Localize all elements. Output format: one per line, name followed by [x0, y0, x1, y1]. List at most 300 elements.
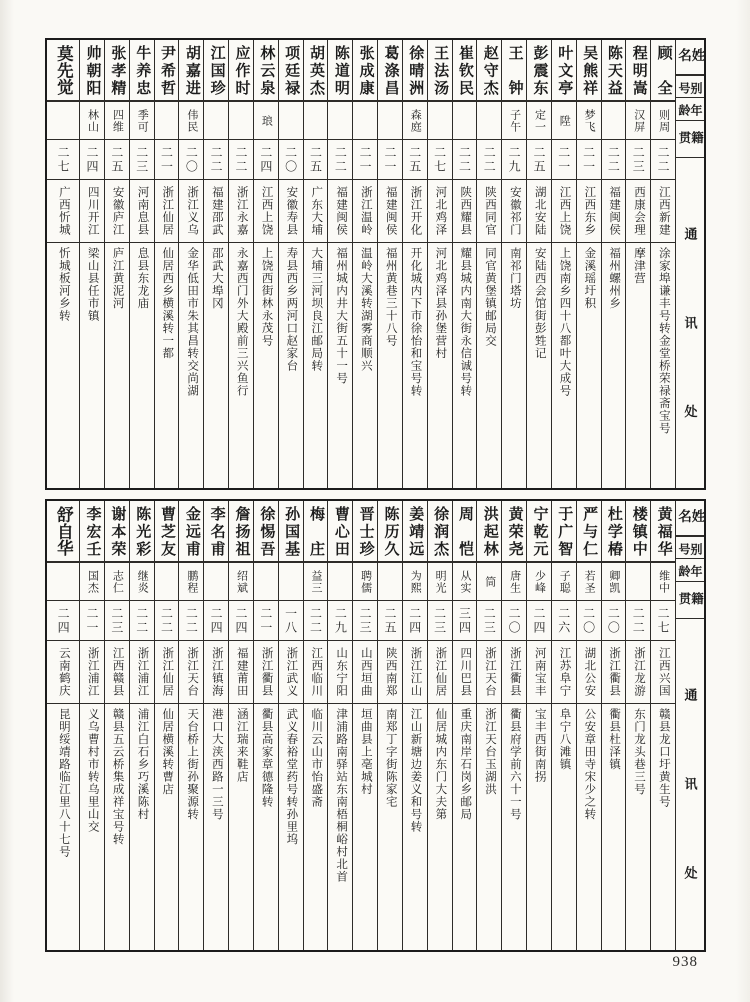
entry-contact: 重庆南岸石岗乡邮局: [459, 708, 472, 821]
entry-age-cell: [130, 140, 154, 180]
entry-native: 河南宝丰: [533, 647, 546, 697]
entry-native-cell: [105, 180, 129, 243]
entry-contact-cell: [602, 704, 626, 950]
entry-name: 陈光彩: [134, 506, 151, 556]
entry-native-cell: [130, 180, 154, 243]
entry-contact-cell: [304, 704, 328, 950]
entry-age-cell: [80, 140, 104, 180]
entry-contact: 福州黄巷三十八号: [384, 247, 397, 347]
entry-contact: 寿县西乡两河口赵家台: [285, 247, 298, 372]
person-column: [203, 501, 228, 950]
entry-native-cell: [378, 641, 402, 704]
entry-contact-cell: [577, 243, 601, 488]
entry-name: 洪起林: [481, 506, 498, 556]
entry-age-cell: [552, 140, 576, 180]
entry-alias-cell: [502, 102, 526, 140]
entry-native: 浙江天台: [186, 647, 199, 697]
person-column: [501, 501, 526, 950]
entry-native: 陕西同官: [484, 186, 497, 236]
entry-alias: 继炎: [136, 569, 149, 594]
entry-alias: 筒: [483, 575, 496, 588]
entry-age: 二一: [358, 145, 373, 174]
entry-alias-cell: [378, 563, 402, 601]
entry-contact: 金华低田市朱其昌转交尚湖: [186, 247, 199, 397]
entry-name: 张成康: [357, 45, 374, 95]
entry-alias-cell: [204, 102, 228, 140]
entry-contact: 津浦路南驿站东南梧桐峪村北首: [335, 708, 348, 883]
entry-contact: 江山新塘边姜义和号转: [409, 708, 422, 833]
entry-native: 江西临川: [310, 647, 323, 697]
entry-alias: 子聪: [558, 569, 571, 594]
roster-table-top: [45, 38, 706, 490]
entry-alias-cell: [155, 563, 179, 601]
entry-name: 王法汤: [432, 45, 449, 95]
entry-name-cell: [304, 501, 328, 563]
entry-age: 二二: [234, 145, 248, 174]
entry-native-cell: [626, 641, 650, 704]
entry-alias-cell: [626, 563, 650, 601]
entry-alias-cell: [527, 563, 551, 601]
entry-native-cell: [229, 180, 253, 243]
column-header-name-label: 姓名: [676, 48, 704, 62]
entry-contact-cell: [626, 243, 650, 488]
page-number: 938: [672, 954, 698, 970]
person-column: [228, 40, 253, 488]
entry-contact-cell: [378, 704, 402, 950]
entry-native-cell: [47, 641, 79, 704]
person-column: [576, 501, 601, 950]
entry-contact-cell: [179, 243, 203, 488]
entry-name: 王钟: [506, 45, 523, 95]
entry-name-cell: [328, 501, 352, 563]
entry-age: 二二: [631, 606, 646, 635]
entry-alias: 卿凯: [607, 569, 620, 594]
person-column: [625, 501, 650, 950]
entry-native: 浙江衢县: [608, 647, 621, 697]
entry-alias-cell: [602, 102, 626, 140]
entry-name-cell: [403, 40, 427, 102]
entry-age: 二三: [631, 145, 646, 174]
entry-alias-cell: [502, 563, 526, 601]
entry-name-cell: [80, 40, 104, 102]
entry-name-cell: [502, 40, 526, 102]
entry-age-cell: [105, 140, 129, 180]
entry-native-cell: [477, 641, 501, 704]
entry-native: 广东大埔: [310, 186, 323, 236]
entry-alias-cell: [229, 563, 253, 601]
entry-contact-cell: [229, 704, 253, 950]
entry-contact-cell: [254, 704, 278, 950]
entry-alias: 子午: [508, 108, 521, 133]
entry-age: 二三: [432, 606, 447, 635]
entry-native: 西康会理: [633, 186, 645, 236]
entry-contact: 福州螺州乡: [608, 247, 621, 310]
entry-name-cell: [279, 501, 303, 563]
entry-age: 二五: [109, 145, 124, 174]
entry-name-cell: [229, 40, 253, 102]
entry-name-cell: [477, 501, 501, 563]
entry-contact-cell: [105, 243, 129, 488]
column-header-alias-label: 别号: [677, 543, 703, 557]
entry-contact: 港口大浃西路一三号: [210, 708, 223, 821]
entry-contact-cell: [577, 704, 601, 950]
entry-age-cell: [502, 140, 526, 180]
entry-native-cell: [527, 641, 551, 704]
entry-age-cell: [304, 601, 328, 641]
entry-age: 二一: [258, 606, 273, 635]
entry-age: 二〇: [581, 606, 596, 635]
entry-age-cell: [179, 140, 203, 180]
entry-name: 李宏壬: [84, 506, 101, 556]
person-column: [47, 40, 79, 488]
entry-contact: 衢县府学前六十一号: [508, 708, 521, 821]
entry-contact: 武义春裕堂药号转孙里坞: [285, 708, 298, 846]
entry-age: 二〇: [184, 145, 199, 174]
entry-native: 浙江武义: [285, 647, 298, 697]
entry-alias: 唐生: [508, 569, 521, 594]
entry-alias-cell: [577, 563, 601, 601]
entry-native: 江西上饶: [260, 186, 273, 236]
entry-alias-cell: [47, 102, 79, 140]
entry-contact-cell: [353, 243, 377, 488]
entry-contact: 邵武大埠冈: [210, 247, 223, 310]
entry-contact: 阜宁八滩镇: [558, 708, 571, 771]
entry-age: 三四: [457, 606, 472, 635]
entry-native: 陕西南郑: [384, 647, 397, 697]
person-column: [601, 40, 626, 488]
entry-age: 二〇: [606, 606, 621, 635]
entry-age: 二四: [234, 606, 248, 635]
entry-native-cell: [502, 180, 526, 243]
entry-contact: 南祁门塔坊: [508, 247, 521, 310]
entry-age: 二七: [432, 145, 447, 174]
entry-age: 二三: [109, 606, 124, 635]
entry-native: 江西东乡: [583, 186, 596, 236]
entry-age-cell: [304, 140, 328, 180]
entry-contact: 公安章田寺宋少之转: [583, 708, 596, 821]
person-column: [178, 40, 203, 488]
column-header-age: [676, 98, 704, 121]
entry-alias-cell: [204, 563, 228, 601]
entry-contact: 东门龙头巷三号: [633, 708, 645, 796]
entry-alias: 为熙: [409, 569, 422, 594]
entry-native-cell: [279, 641, 303, 704]
entry-name: 江国珍: [208, 45, 225, 95]
entry-age: 二二: [184, 606, 199, 635]
entry-name-cell: [527, 40, 551, 102]
entry-native: 浙江浦江: [136, 647, 149, 697]
entry-age-cell: [577, 601, 601, 641]
entry-name-cell: [279, 40, 303, 102]
person-column: [377, 501, 402, 950]
entry-contact-cell: [403, 243, 427, 488]
entry-name: 谢本荣: [109, 506, 126, 556]
entry-name-cell: [204, 40, 228, 102]
entry-age-cell: [353, 140, 377, 180]
entry-name: 程明嵩: [630, 45, 647, 95]
person-column: [203, 40, 228, 488]
entry-alias-cell: [477, 563, 501, 601]
entry-age-cell: [254, 601, 278, 641]
person-column: [327, 40, 352, 488]
entry-contact: 垣曲县上亳城村: [359, 708, 372, 796]
entry-name: 尹希哲: [159, 45, 176, 95]
entry-alias: 绍斌: [235, 569, 248, 594]
entry-contact: 仙居城内东门大夫第: [434, 708, 447, 821]
entry-name: 崔钦民: [456, 45, 473, 95]
entry-native-cell: [651, 180, 675, 243]
entry-age: 二二: [209, 145, 224, 174]
entry-name-cell: [254, 40, 278, 102]
entry-name: 胡嘉进: [183, 45, 200, 95]
entry-contact-cell: [304, 243, 328, 488]
entry-name-cell: [130, 40, 154, 102]
entry-alias-cell: [403, 102, 427, 140]
entry-alias-cell: [428, 563, 452, 601]
entry-native: 浙江浦江: [86, 647, 99, 697]
entry-name-cell: [552, 501, 576, 563]
entry-native: 福建闽侯: [335, 186, 348, 236]
person-column: [427, 501, 452, 950]
entry-contact-cell: [602, 243, 626, 488]
column-header-age: [676, 559, 704, 582]
person-column: [47, 501, 79, 950]
entry-native: 四川巴县: [459, 647, 472, 697]
entry-native-cell: [403, 180, 427, 243]
entry-age: 二三: [482, 606, 497, 635]
entry-age-cell: [477, 140, 501, 180]
entry-alias: 林山: [86, 108, 99, 133]
entry-age-cell: [155, 601, 179, 641]
entry-native: 江苏阜宁: [558, 647, 571, 697]
entry-age: 二一: [159, 145, 174, 174]
entry-age-cell: [651, 140, 675, 180]
entry-name: 宁乾元: [531, 506, 548, 556]
entry-native-cell: [453, 180, 477, 243]
entry-name-cell: [105, 40, 129, 102]
entry-alias: 汉屏: [632, 108, 645, 133]
entry-name-cell: [179, 501, 203, 563]
entry-native-cell: [304, 641, 328, 704]
entry-age: 二四: [407, 606, 422, 635]
entry-age-cell: [179, 601, 203, 641]
entry-name-cell: [353, 501, 377, 563]
entry-name-cell: [47, 40, 79, 102]
entry-name: 莫先觉: [54, 45, 74, 95]
entry-name: 梅庄: [307, 506, 324, 556]
entry-alias-cell: [304, 563, 328, 601]
entry-contact: 忻城板河乡转: [57, 247, 70, 322]
entry-contact-cell: [130, 243, 154, 488]
entry-contact: 天台桥上街孙聚源转: [186, 708, 199, 821]
entry-contact-cell: [254, 243, 278, 488]
entry-native: 山东宁阳: [335, 647, 348, 697]
entry-native-cell: [155, 180, 179, 243]
entry-age: 二一: [581, 145, 596, 174]
entry-name-cell: [527, 501, 551, 563]
column-header-age-label: 年龄: [677, 565, 703, 580]
entry-age: 二三: [358, 606, 373, 635]
entry-name: 楼镇中: [630, 506, 647, 556]
entry-contact-cell: [80, 704, 104, 950]
entry-native-cell: [155, 641, 179, 704]
entry-alias-cell: [527, 102, 551, 140]
entry-contact-cell: [80, 243, 104, 488]
entry-alias-cell: [80, 102, 104, 140]
entry-age-cell: [279, 601, 303, 641]
entry-name: 陈天益: [605, 45, 622, 95]
person-column: [402, 40, 427, 488]
column-header-name: [676, 501, 704, 537]
entry-contact-cell: [105, 704, 129, 950]
entry-contact: 赣县龙口圩黄生号: [657, 708, 670, 808]
entry-native: 河北鸡泽: [434, 186, 447, 236]
person-column: [79, 501, 104, 950]
entry-age: 二五: [382, 606, 397, 635]
person-column: [501, 40, 526, 488]
entry-name-cell: [204, 501, 228, 563]
entry-alias: 琅: [260, 114, 273, 127]
entry-alias-cell: [552, 563, 576, 601]
entry-alias: 聘儒: [359, 569, 372, 594]
entry-native-cell: [428, 641, 452, 704]
entry-contact: 同官黄堡镇邮局交: [484, 247, 497, 347]
entry-name: 曹芝友: [159, 506, 176, 556]
entry-contact: 安陆西会馆街彭甡记: [533, 247, 546, 360]
entry-contact: 仙居西乡横溪转一都: [161, 247, 174, 360]
entry-age-cell: [577, 140, 601, 180]
entry-age-cell: [47, 140, 79, 180]
person-column: [377, 40, 402, 488]
person-column: [253, 501, 278, 950]
entry-age-cell: [651, 601, 675, 641]
column-header-native-label: 籍贯: [677, 131, 704, 145]
entry-age: 二二: [482, 145, 497, 174]
entry-contact: 耀县城内南大街永信诚号转: [459, 247, 472, 397]
entry-contact: 宝丰西街南拐: [533, 708, 546, 783]
entry-age-cell: [453, 140, 477, 180]
entry-name-cell: [577, 40, 601, 102]
entry-contact: 摩津营: [633, 247, 645, 285]
entry-age-cell: [527, 140, 551, 180]
entry-age-cell: [353, 601, 377, 641]
entry-age: 二七: [56, 145, 71, 174]
roster-table-bottom: [45, 499, 706, 952]
entry-alias: 从实: [458, 569, 471, 594]
column-header-native: [676, 121, 704, 157]
person-column: [253, 40, 278, 488]
entry-contact: 温岭大溪转湖雾商顺兴: [359, 247, 372, 372]
entry-age: 二二: [159, 606, 174, 635]
entry-contact: 南郑丁字街陈家宅: [384, 708, 397, 808]
entry-alias-cell: [130, 102, 154, 140]
entry-name: 赵守杰: [481, 45, 498, 95]
entry-age: 二一: [556, 145, 571, 174]
entry-native: 江西上饶: [558, 186, 571, 236]
entry-alias-cell: [353, 563, 377, 601]
person-column: [476, 40, 501, 488]
entry-contact: 浦江白石乡巧溪陈村: [136, 708, 149, 821]
entry-age-cell: [130, 601, 154, 641]
entry-age: 二五: [531, 145, 546, 174]
entry-age-cell: [527, 601, 551, 641]
entry-contact: 衢县高家章德隆转: [260, 708, 273, 808]
entry-native-cell: [204, 180, 228, 243]
entry-age-cell: [502, 601, 526, 641]
entry-contact: 庐江黄泥河: [111, 247, 124, 310]
entry-alias-cell: [254, 563, 278, 601]
person-column: [352, 40, 377, 488]
entry-native: 浙江永嘉: [235, 186, 248, 236]
entry-native: 安徽祁门: [508, 186, 521, 236]
person-column: [551, 501, 576, 950]
entry-age: 二四: [56, 606, 71, 635]
entry-native-cell: [602, 180, 626, 243]
entry-alias: 定一: [533, 108, 546, 133]
entry-name: 顾全: [655, 45, 672, 95]
entry-alias-cell: [179, 563, 203, 601]
entry-alias: 国杰: [86, 569, 99, 594]
entry-contact: 仙居横溪转曹店: [161, 708, 174, 796]
entry-age: 二二: [606, 145, 621, 174]
person-column: [352, 501, 377, 950]
entry-contact: 衢县杜泽镇: [608, 708, 621, 771]
entry-alias-cell: [328, 102, 352, 140]
entry-age: 二一: [85, 606, 100, 635]
entry-native-cell: [254, 180, 278, 243]
entry-age: 二二: [457, 145, 472, 174]
entry-contact: 赣县五云桥集成祥宝号转: [111, 708, 124, 846]
column-header-name: [676, 40, 704, 76]
entry-name: 曹心田: [332, 506, 349, 556]
entry-name: 葛涤昌: [382, 45, 399, 95]
entry-contact: 上饶南乡四十八都叶大成号: [558, 247, 571, 397]
entry-contact: 临川云山市怡盛斋: [310, 708, 323, 808]
entry-alias: 伟民: [185, 108, 198, 133]
entry-name: 帅朝阳: [84, 45, 101, 95]
entry-alias-cell: [80, 563, 104, 601]
entry-name-cell: [155, 501, 179, 563]
entry-age: 二二: [333, 145, 348, 174]
entry-name-cell: [453, 501, 477, 563]
entry-native-cell: [527, 180, 551, 243]
entry-age-cell: [403, 601, 427, 641]
entry-name-cell: [403, 501, 427, 563]
entry-name-cell: [626, 40, 650, 102]
entry-name-cell: [651, 501, 675, 563]
entry-native: 浙江江山: [409, 647, 422, 697]
entry-contact: 永嘉西门外大殿前三兴鱼行: [235, 247, 248, 397]
entry-alias-cell: [304, 102, 328, 140]
entry-native: 浙江义乌: [186, 186, 199, 236]
entry-name-cell: [105, 501, 129, 563]
entry-native-cell: [403, 641, 427, 704]
entry-native: 安徽寿县: [285, 186, 298, 236]
entry-contact-cell: [502, 243, 526, 488]
entry-age-cell: [453, 601, 477, 641]
entry-name: 晋士珍: [357, 506, 374, 556]
entry-alias-cell: [229, 102, 253, 140]
entry-age: 二二: [308, 606, 323, 635]
entry-alias: 则周: [657, 108, 670, 133]
header-column: [675, 501, 704, 950]
entry-native: 山西垣曲: [359, 647, 372, 697]
entry-native: 河南息县: [136, 186, 149, 236]
column-header-native-label: 籍贯: [677, 592, 704, 606]
entry-alias-cell: [105, 563, 129, 601]
entry-contact-cell: [428, 704, 452, 950]
entry-native: 福建闽侯: [384, 186, 397, 236]
